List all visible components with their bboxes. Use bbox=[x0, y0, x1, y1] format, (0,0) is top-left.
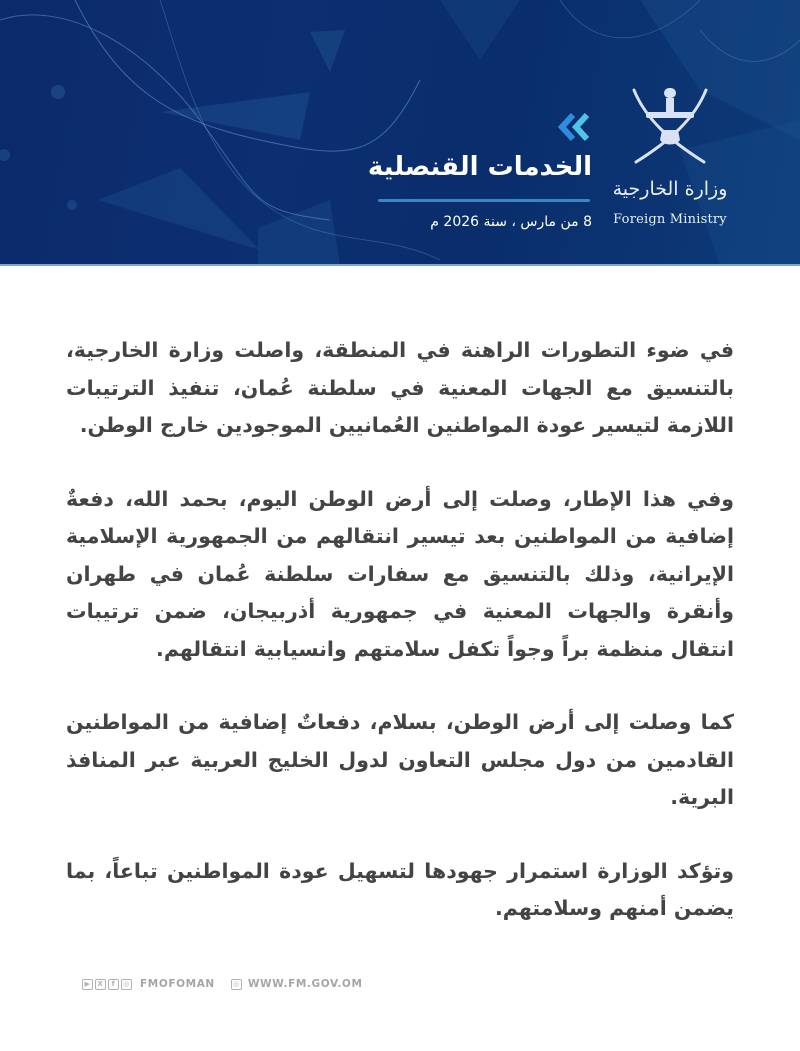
social-handle[interactable]: FMOFOMAN bbox=[140, 978, 215, 990]
statement-body bbox=[66, 332, 734, 928]
youtube-icon[interactable]: ▶ bbox=[82, 979, 93, 990]
paragraph: كما وصلت إلى أرض الوطن، بسلام، دفعاتٌ إضافية من المواطنين القادمين من دول مجلس التعاون لدول الخليج العربية عبر المنافذ البرية. bbox=[66, 710, 734, 809]
ministry-name-english: Foreign Ministry bbox=[613, 212, 727, 227]
x-icon[interactable]: X bbox=[95, 979, 106, 990]
title-divider bbox=[378, 199, 590, 202]
paragraph: وفي هذا الإطار، وصلت إلى أرض الوطن اليوم، بحمد الله، دفعةٌ إضافية من المواطنين بعد تيسير انتقالهم من الجمهورية الإسلامية الإيرانية، وذلك بالتنسيق مع سفارات سلطنة عُمان في طهران وأنقرة والجهات المعنية في جمهورية أذربيجان، ضمن ترتيبات انتقال منظمة براً وجواً تكفل سلامتهم وانسيابية انتقالهم. bbox=[66, 486, 734, 661]
double-chevron-left-icon bbox=[553, 112, 593, 142]
footer bbox=[82, 976, 363, 992]
publication-date: 8 من مارس ، سنة 2026 م bbox=[430, 214, 592, 230]
facebook-icon[interactable]: f bbox=[108, 979, 119, 990]
paragraph: وتؤكد الوزارة استمرار جهودها لتسهيل عودة المواطنين تباعاً، بما يضمن أمنهم وسلامتهم. bbox=[66, 858, 734, 920]
ministry-name-arabic: وزارة الخارجية bbox=[612, 178, 728, 200]
khanjar-emblem-icon bbox=[612, 86, 728, 170]
section-title: الخدمات القنصلية bbox=[367, 152, 592, 182]
website-link[interactable]: WWW.FM.GOV.OM bbox=[247, 978, 363, 990]
globe-icon: ◎ bbox=[231, 979, 242, 990]
paragraph: في ضوء التطورات الراهنة في المنطقة، واصلت وزارة الخارجية، بالتنسيق مع الجهات المعنية في سلطنة عُمان، تنفيذ الترتيبات اللازمة لتيسير عودة المواطنين العُمانيين الموجودين خارج الوطن. bbox=[66, 338, 734, 437]
instagram-icon[interactable]: ◎ bbox=[121, 979, 132, 990]
header-banner bbox=[0, 0, 800, 266]
